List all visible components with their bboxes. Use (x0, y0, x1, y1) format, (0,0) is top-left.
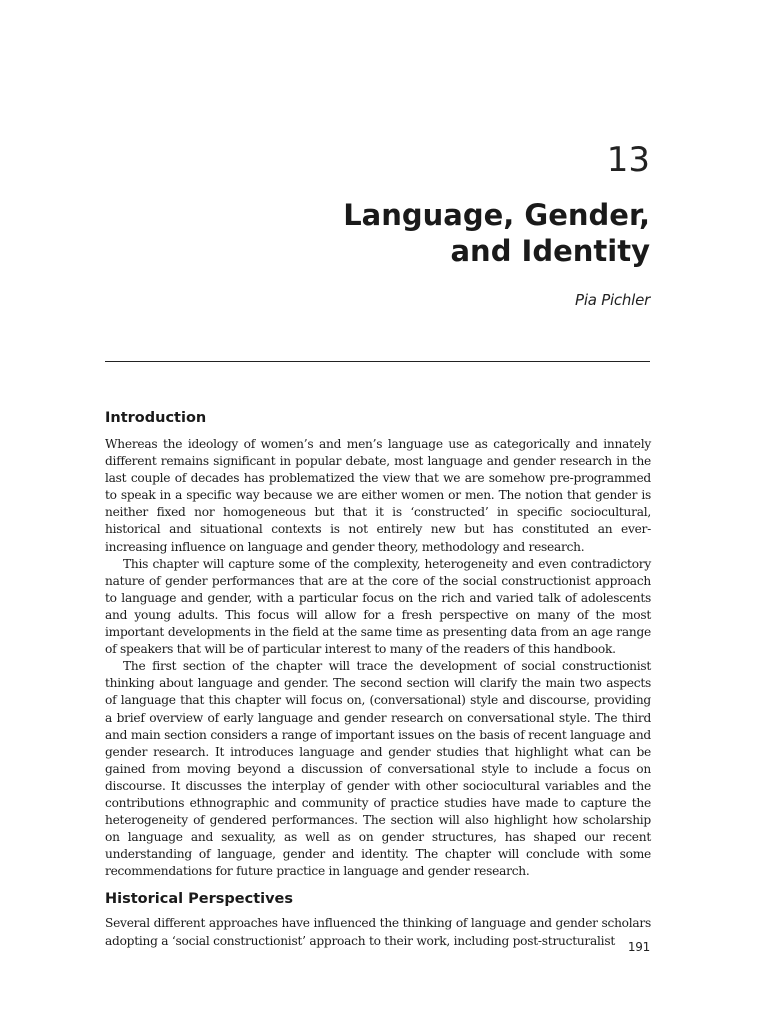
chapter-title-line-2: and Identity (450, 234, 650, 268)
intro-paragraph-2: This chapter will capture some of the complexity, heterogeneity and even contradictory nature of gender performances that are at the core of the social constructionist approach to language and gender, with a particular focus on the rich and varied talk of adolescents and young adults. This focus will allow for a fresh perspective on many of the most important developments in the field at the same time as presenting data from an age range of speakers that will be of particular interest to many of the readers of this handbook. (105, 556, 651, 657)
historical-paragraph-1: Several different approaches have influenced the thinking of language and gender scholars adopting a ‘social constructionist’ approach to their work, including post-structuralist (105, 916, 651, 948)
intro-paragraph-1: Whereas the ideology of women’s and men’s language use as categorically and innately different remains significant in popular debate, most language and gender research in the last couple of decades has problematized the view that we are somehow pre-programmed to speak in a specific way because we are either women or men. The notion that gender is neither fixed nor homogeneous but that it is ‘constructed’ in specific sociocultural, historical and situational contexts is not entirely new but has constituted an ever-increasing influence on language and gender theory, methodology and research. (105, 437, 651, 554)
section-heading-historical: Historical Perspectives (105, 891, 294, 908)
section-heading-introduction: Introduction (105, 410, 207, 426)
chapter-author: Pia Pichler (575, 291, 650, 309)
chapter-title-line-1: Language, Gender, (343, 198, 650, 232)
chapter-body (105, 410, 651, 950)
title-divider (105, 361, 650, 362)
chapter-number: 13 (606, 140, 650, 180)
chapter-title (230, 197, 650, 269)
page-number: 191 (627, 940, 650, 954)
intro-paragraph-3: The first section of the chapter will trace the development of social constructionist thinking about language and gender. The second section will clarify the main two aspects of language that this chapter will focus on, (conversational) style and discourse, providing a brief overview of early language and gender research on conversational style. The third and main section considers a range of important issues on the basis of recent language and gender research. It introduces language and gender studies that highlight what can be gained from moving beyond a discussion of conversational style to include a focus on discourse. It discusses the interplay of gender with other sociocultural variables and the contributions ethnographic and community of practice studies have made to capture the heterogeneity of gendered performances. The section will also highlight how scholarship on language and sexuality, as well as on gender structures, has shaped our recent understanding of language, gender and identity. The chapter will conclude with some recommendations for future practice in language and gender research. (105, 659, 651, 879)
